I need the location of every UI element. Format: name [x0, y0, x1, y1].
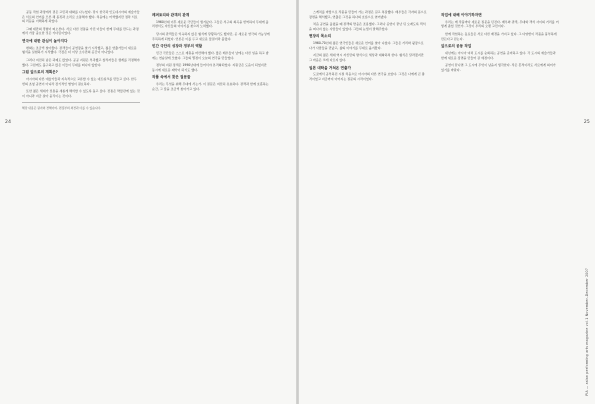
paragraph: 우리는 무엇을 위해 무대에 서는가. 이 질문은 여전히 유효하다. 관객과 함께 호흡하는 순간, 그 답을 조금씩 찾아가고 있다.: [152, 82, 269, 91]
paragraph: 당시의 관객들은 익숙하지 않은 형식에 당황하기도 했지만, 곧 새로운 연극의 가능성에 주목하게 되었다. 언론은 이를 두고 새로운 물결이라 불렀다.: [152, 31, 270, 41]
paragraph: 그러나 여전히 남은 과제도 많았다. 공공 지원은 부족했고 창작자들은 생계를 걱정해야 했다. 그럼에도 불구하고 많은 이들이 무대를 떠나지 않았다.: [22, 57, 140, 67]
section-heading: 일본 대학을 거쳐온 연출가: [309, 65, 351, 70]
paragraph: 함께 작업하는 동료들은 서로 다른 배경을 가지고 있다. 그 다양함이 작품을 풍부하게 만든다고 믿는다.: [441, 31, 557, 41]
paragraph: 1960-70년대 젊은 연극인들은 새로운 언어를 찾아 나섰다. 그들은 거리와 광장으로 나가 사람들을 만났고, 삶의 이야기를 무대로 옮겨왔다.: [309, 41, 424, 50]
paragraph: 처음 공연을 올렸을 때 관객의 반응은 조용했다. 그러나 공연이 끝난 뒤 오래도록 객석을 떠나지 않는 사람들이 있었다. 그들의 눈빛이 말해주었다.: [309, 22, 426, 31]
paragraph: 스케치를 바탕으로 작품을 만들어 가는 과정은 길고 복잡했다. 배우들은 각자의 몸으로 장면을 해석했고, 연출은 그것을 하나의 흐름으로 엮어냈다.: [309, 10, 427, 19]
right-page: [299, 0, 595, 404]
section-heading: 현장의 목소리: [309, 34, 332, 39]
paragraph: 도쿄에서 공부하던 시절 처음으로 아시아의 다른 연극을 보았다. 그것은 나에게 큰 충격이었고 지금까지 이어지는 질문의 시작이었다.: [309, 72, 425, 81]
paragraph: 1960년대 이후 새로운 극단들이 생겨났다. 그들은 서구의 희곡을 번역하여 무대에 올리면서도 자신들의 이야기를 찾으려 노력했다.: [152, 19, 269, 29]
running-footer: PIA — asian performing arts magazine vol.1 November–December 2007: [585, 268, 589, 396]
right-column-1: [309, 10, 427, 398]
paragraph: 그때 대만의 경험이 떠오른다. 서로 다른 전통을 가진 이들이 함께 무대를 만드는 과정에서 가장 중요한 것은 기다림이었다.: [22, 26, 139, 36]
left-column-2: [152, 10, 270, 398]
paragraph: 변화는 조금씩 찾아왔다. 관객들이 공연장을 찾기 시작했고, 젊은 연출가들이 새로운 형식을 실험하기 시작했다. 극장은 더 이상 소수만의 공간이 아니었다.: [22, 45, 137, 55]
paragraph: 지금의 젊은 세대 역시 자신만의 방식으로 세상과 대화하려 한다. 형식은 달라졌지만 그 마음은 크게 다르지 않다.: [309, 53, 424, 62]
section-heading: 작업에 대해 이야기하자면: [441, 13, 482, 17]
paragraph: 민간 극단들은 스스로 재원을 마련해야 했다. 많은 배우들이 낮에는 다른 일을 하고 밤에는 연습실에 모였다. 그들의 열정이 오늘의 연극을 만들었다.: [152, 50, 269, 60]
section-heading: 앞으로의 공동 작업: [441, 44, 472, 49]
paragraph: 정부의 지원 정책은 1990년대에 들어서야 본격화되었다. 지원금은 도움이 되었지만 동시에 새로운 제약이 되기도 했다.: [152, 63, 267, 72]
section-heading: 레퍼토리와 관객의 관계: [152, 13, 190, 17]
paragraph: 아시아의 다른 예술가들과 지속적으로 교류할 수 있는 네트워크를 만들고 싶다. 한두 번의 초청 공연이 아니라 장기적인 협업이 필요하다.: [22, 76, 137, 86]
page-number-left: 24: [5, 120, 12, 125]
right-column-2: [441, 10, 559, 398]
paragraph: 공동 작업 과정에서 겪은 고민과 대화를 나누었다. 당시 한국과 인도네시아의 예술가들은 서로의 언어를 모른 채 몸짓과 소리로 소통해야 했다. 처음에는 어색했지만 점차 서로의 리듬을 이해하게 되었다.: [22, 10, 140, 24]
footnote: 해당 내용은 필자의 견해이며, 편집부의 의견과 다를 수 있습니다.: [22, 102, 140, 110]
paragraph: 또한 젊은 세대가 전통을 새롭게 해석할 수 있도록 돕고 싶다. 전통은 박물관에 있는 것이 아니라 지금 살아 움직이는 것이다.: [22, 89, 140, 98]
section-heading: 그럼 앞으로의 계획은?: [22, 70, 58, 75]
section-heading: 작품 속에서 찾은 질문들: [152, 75, 191, 80]
page-number-right: 25: [583, 120, 590, 125]
section-heading: 연극에 대한 관심이 높아지다: [22, 38, 68, 43]
left-page: [0, 0, 296, 404]
left-column-1: [22, 10, 140, 398]
paragraph: 내년에는 아시아 여러 도시를 순회하는 공연을 준비하고 있다. 각 도시의 예술가들과 함께 새로운 장면을 만들어 갈 예정이다.: [441, 50, 556, 60]
section-heading: 민간 극단의 성장과 정부의 역할: [152, 44, 203, 49]
paragraph: 우리는 매 작품마다 새로운 질문을 던진다. 배우와 관객, 무대와 객석 사이의 거리를 어떻게 좁힐 것인가. 그것이 우리의 오랜 고민이다.: [441, 19, 559, 29]
paragraph: 공연이 끝나면 그 도시에 무엇이 남을지 생각한다. 작은 흔적이라도 서로에게 의미가 있기를 바란다.: [441, 63, 556, 72]
